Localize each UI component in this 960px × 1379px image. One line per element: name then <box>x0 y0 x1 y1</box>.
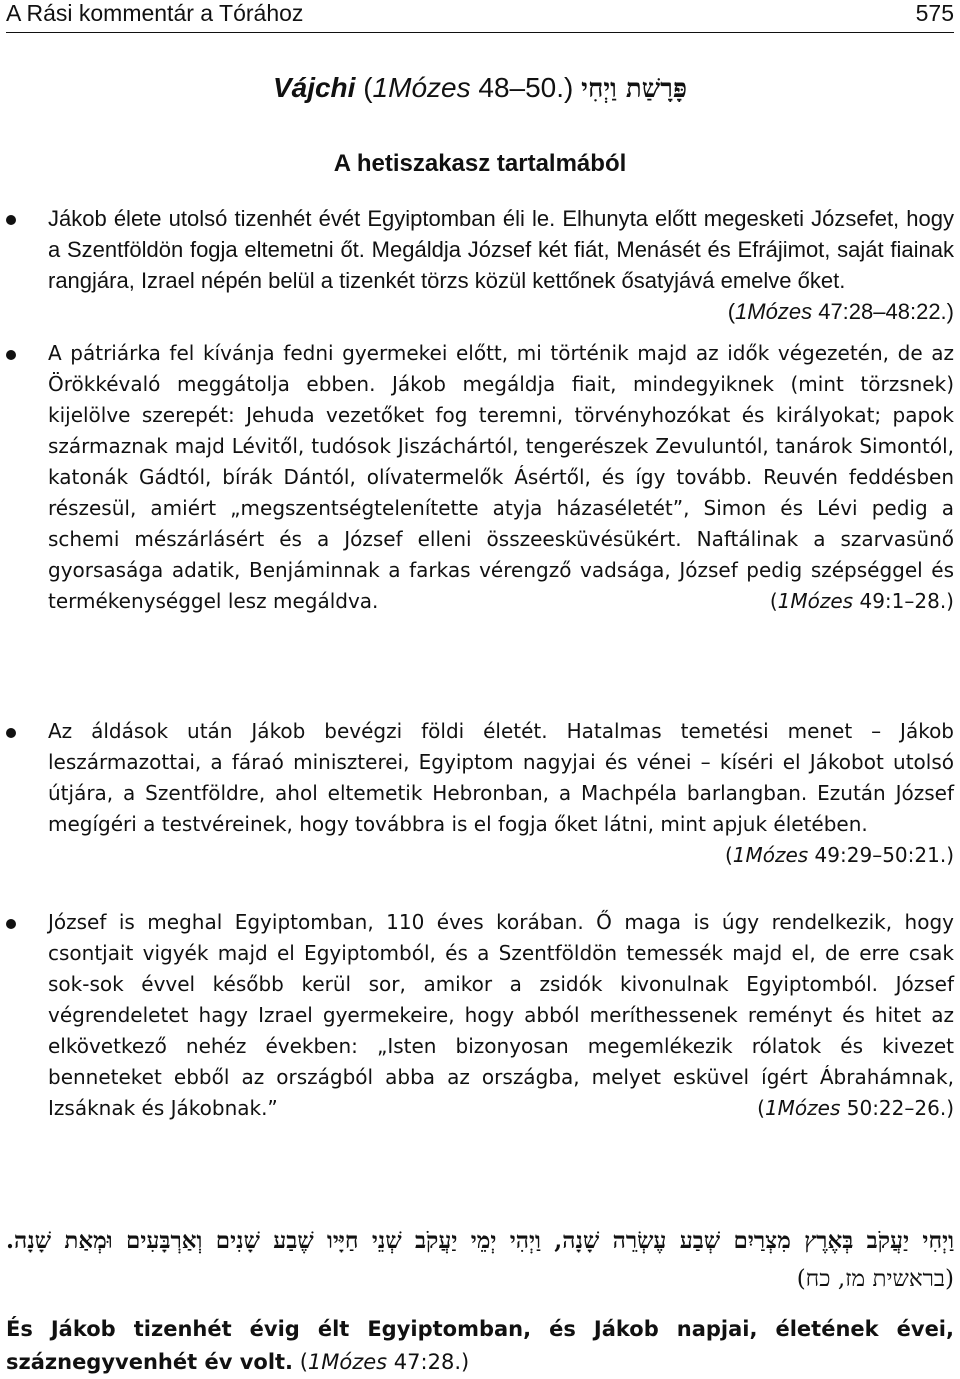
parasha-hebrew-name: פָּרָשַׁת וַיְחִי <box>581 74 688 104</box>
page-number: 575 <box>915 0 954 26</box>
running-head <box>6 0 954 33</box>
parasha-title <box>0 72 960 104</box>
bullet-icon <box>6 215 16 225</box>
paragraph-text: A pátriárka fel kívánja fedni gyermekei előtt, mi történik majd az idők végezetén, de az Örökkévaló meggátolja ebben. Jákob megáldja fiait, mindegyiknek (mint törzsnek) kijelölve szerepét: Jehuda vezetőket fog teremni, törvényhozókat és királyokat; papok származnak majd Lévitől, tudósok Jiszáchártól, tengerészek Zevuluntól, tanárok Simontól, katonák Gádtól, bírák Dántól, olívatermelők Ásértől, és így tovább. Reuvén feddésben részesül, amiért „megszentségtelenítette atyja házaséletét”, Simon és Lévi pedig a schemi mészárlásért és a József elleni összeesküvésükért. Naftálinak a szarvasünő gyorsasága adatik, Benjáminnak a farkas vérengző vadsága, József pedig szépséggel és termékenységgel lesz megáldva. <box>48 341 954 613</box>
paragraph-text: Az áldások után Jákob bevégzi földi életét. Hatalmas temetési menet – Jákob leszármazottai, a fáraó miniszterei, Egyiptom nagyjai és vénei – kíséri el Jákobot utolsó útjára, a Szentföldre, ahol eltemetik Hebronban, a Machpéla barlangban. Ezután József megígéri a testvéreinek, hogy továbbra is el fogja őket látni, mint apjuk életében. <box>48 719 954 836</box>
bible-reference: (1Mózes 49:29–50:21.) <box>724 843 954 867</box>
parasha-ref-open: ( <box>355 72 373 103</box>
parasha-ref-book: 1Mózes <box>372 72 471 103</box>
parasha-ref-range: 48–50.) <box>470 72 582 103</box>
verse-hebrew-source: (בראשית מז, כח) <box>796 1266 954 1292</box>
summary-paragraph-4 <box>48 907 954 1124</box>
paragraph-text: Jákob élete utolsó tizenhét évét Egyiptomban éli le. Elhunyta előtt megesketi Józsefet, hogy a Szentföldön fogja eltemetni őt. Megáldja József két fiát, Menásét és Efrájimot, saját fiainak rangjára, Izrael népén belül a tizenkét törzs közül kettőnek ősatyjává emelve őket. <box>48 206 954 293</box>
summary-paragraph-2 <box>48 338 954 617</box>
verse-hebrew-text: וַיְחִי יַעֲקֹב בְּאֶרֶץ מִצְרַיִם שְׁבַע עֶשְׂרֵה שָׁנָה, וַיְהִי יְמֵי יַעֲקֹב שְׁנֵי חַיָּיו שֶׁבַע שָׁנִים וְאַרְבָּעִים וּמְאַת שָׁנָה. <box>6 1227 954 1254</box>
bible-reference: (1Mózes 50:22–26.) <box>757 1096 954 1120</box>
verse-translation: És Jákob tizenhét évig élt Egyiptomban, és Jákob napjai, életének évei, száznegyvenhét év volt. (1Mózes 47:28.) <box>6 1317 954 1374</box>
bible-reference: (1Mózes 47:28–48:22.) <box>727 299 954 324</box>
parasha-name: Vájchi <box>272 72 356 103</box>
bullet-icon <box>6 919 16 929</box>
bullet-icon <box>6 350 16 360</box>
bible-reference: (1Mózes 49:1–28.) <box>769 589 954 613</box>
verse-ref-book: 1Mózes <box>307 1350 388 1374</box>
bullet-icon <box>6 728 16 738</box>
summary-paragraph-3 <box>48 716 954 871</box>
summary-heading: A hetiszakasz tartalmából <box>333 150 627 177</box>
summary-paragraph-1 <box>48 203 954 327</box>
verse-hebrew <box>6 1222 954 1298</box>
book-title: A Rási kommentár a Tórához <box>6 0 304 26</box>
verse-translation-text: És Jákob tizenhét évig élt Egyiptomban, és Jákob napjai, életének évei, száznegyvenhét év volt. <box>6 1317 954 1374</box>
paragraph-text: József is meghal Egyiptomban, 110 éves korában. Ő maga is úgy rendelkezik, hogy csontjait vigyék majd el Egyiptomból, és a Szentföldön temessék majd el, de erre csak sok-sok évvel később kerül sor, amikor a zsidók kivonulnak Egyiptomból. József végrendeletet hagy Izrael gyermekeire, hogy abból meríthessenek reményt és hitet az elkövetkező nehéz években: „Isten bizonyosan megemlékezik rólatok és kivezet benneteket ebből az országból abba az országba, melyet esküvel ígért Ábrahámnak, Izsáknak és Jákobnak.” <box>48 910 954 1120</box>
